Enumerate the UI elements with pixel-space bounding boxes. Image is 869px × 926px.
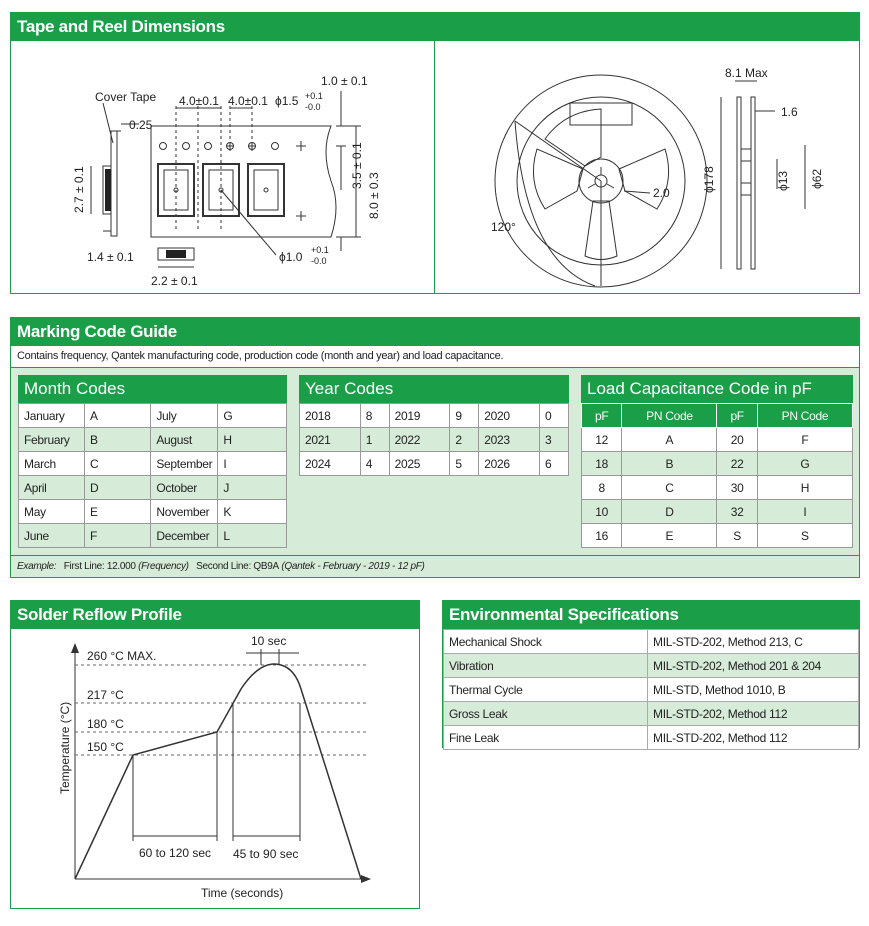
env-table	[443, 629, 859, 750]
load-cap-box	[581, 375, 853, 548]
example-first-line: First Line: 12.000	[63, 561, 136, 572]
duration-10-label: 10 sec	[251, 634, 287, 648]
env-test-cell: Fine Leak	[444, 726, 648, 750]
load-cell: 22	[717, 452, 757, 476]
load-cell: D	[622, 500, 717, 524]
month-cell: February	[19, 428, 85, 452]
month-cell: December	[151, 524, 218, 548]
env-spec-cell: MIL-STD-202, Method 201 & 204	[648, 654, 859, 678]
duration-45-label: 45 to 90 sec	[233, 847, 299, 861]
load-cell: 20	[717, 428, 757, 452]
load-cell: 10	[582, 500, 622, 524]
env-test-cell: Vibration	[444, 654, 648, 678]
example-first-note: (Frequency)	[138, 561, 189, 572]
load-cell: F	[757, 428, 852, 452]
env-section	[442, 600, 860, 748]
reel-dim-178: ϕ178	[702, 166, 716, 193]
env-spec-cell: MIL-STD-202, Method 112	[648, 726, 859, 750]
dim-1-0: 1.0 ± 0.1	[321, 74, 368, 88]
load-cap-title: Load Capacitance Code in pF	[581, 375, 853, 403]
reel-dim-13: ϕ13	[776, 170, 790, 191]
month-cell: July	[151, 404, 218, 428]
marking-subtitle: Contains frequency, Qantek manufacturing code, production code (month and year) and load capacitance.	[11, 346, 859, 368]
dim-1-5: ϕ1.5	[275, 94, 299, 108]
cover-tape-label: Cover Tape	[95, 90, 157, 104]
temp-150-label: 150 °C	[87, 740, 124, 754]
dim-4-0-a: 4.0±0.1	[179, 94, 219, 108]
year-code-cell: 2	[450, 428, 479, 452]
year-cell: 2018	[300, 404, 361, 428]
month-cell: November	[151, 500, 218, 524]
example-label: Example:	[17, 561, 57, 572]
load-cell: G	[757, 452, 852, 476]
month-code-cell: A	[85, 404, 151, 428]
dim-hole-1-0: ϕ1.0	[279, 250, 303, 264]
year-code-cell: 0	[540, 404, 569, 428]
year-cell: 2022	[389, 428, 450, 452]
dim-hole-tol-dn: -0.0	[311, 256, 327, 266]
year-code-cell: 9	[450, 404, 479, 428]
env-test-cell: Mechanical Shock	[444, 630, 648, 654]
month-code-cell: D	[85, 476, 151, 500]
month-code-cell: L	[218, 524, 287, 548]
reel-dim-120: 120°	[491, 220, 516, 234]
month-code-cell: B	[85, 428, 151, 452]
month-cell: May	[19, 500, 85, 524]
load-cell: H	[757, 476, 852, 500]
solder-title: Solder Reflow Profile	[11, 601, 419, 629]
month-codes-title: Month Codes	[18, 375, 287, 403]
month-cell: January	[19, 404, 85, 428]
env-test-cell: Thermal Cycle	[444, 678, 648, 702]
solder-section	[10, 600, 420, 909]
month-code-cell: C	[85, 452, 151, 476]
tape-reel-title: Tape and Reel Dimensions	[11, 13, 859, 41]
reel-dim-62: ϕ62	[810, 168, 824, 189]
month-code-cell: K	[218, 500, 287, 524]
month-code-cell: J	[218, 476, 287, 500]
load-header: PN Code	[757, 404, 852, 428]
load-cell: E	[622, 524, 717, 548]
reflow-chart	[11, 629, 419, 908]
dim-hole-tol-up: +0.1	[311, 245, 329, 255]
example-second-line: Second Line: QB9A	[196, 561, 279, 572]
month-cell: September	[151, 452, 218, 476]
year-code-cell: 5	[450, 452, 479, 476]
year-code-cell: 8	[360, 404, 389, 428]
env-spec-cell: MIL-STD-202, Method 213, C	[648, 630, 859, 654]
year-cell: 2026	[479, 452, 540, 476]
year-cell: 2025	[389, 452, 450, 476]
reel-diagram	[435, 41, 859, 293]
year-code-cell: 1	[360, 428, 389, 452]
load-cell: 8	[582, 476, 622, 500]
load-header: pF	[582, 404, 622, 428]
dim-1-4: 1.4 ± 0.1	[87, 250, 134, 264]
tape-diagram	[11, 41, 434, 293]
dim-1-5-tol-dn: -0.0	[305, 102, 321, 112]
year-cell: 2021	[300, 428, 361, 452]
year-cell: 2024	[300, 452, 361, 476]
marking-section	[10, 317, 860, 578]
tape-reel-section	[10, 12, 860, 294]
y-axis-label: Temperature (°C)	[58, 701, 72, 794]
load-header: pF	[717, 404, 757, 428]
load-cell: C	[622, 476, 717, 500]
load-cell: A	[622, 428, 717, 452]
month-cell: April	[19, 476, 85, 500]
load-cell: I	[757, 500, 852, 524]
dim-4-0-b: 4.0±0.1	[228, 94, 268, 108]
load-cell: B	[622, 452, 717, 476]
reel-dim-8-1: 8.1 Max	[725, 66, 768, 80]
env-spec-cell: MIL-STD, Method 1010, B	[648, 678, 859, 702]
reel-dim-2-0: 2.0	[653, 186, 670, 200]
dim-2-2: 2.2 ± 0.1	[151, 274, 198, 288]
temp-217-label: 217 °C	[87, 688, 124, 702]
month-cell: March	[19, 452, 85, 476]
duration-60-label: 60 to 120 sec	[139, 846, 212, 860]
dim-1-5-tol-up: +0.1	[305, 91, 323, 101]
dim-3-5: 3.5 ± 0.1	[350, 142, 364, 189]
year-code-cell: 6	[540, 452, 569, 476]
load-cell: 12	[582, 428, 622, 452]
year-codes-title: Year Codes	[299, 375, 569, 403]
month-cell: October	[151, 476, 218, 500]
year-code-cell: 3	[540, 428, 569, 452]
month-code-cell: H	[218, 428, 287, 452]
load-cell: 32	[717, 500, 757, 524]
env-test-cell: Gross Leak	[444, 702, 648, 726]
marking-example	[11, 555, 859, 577]
load-cell: 30	[717, 476, 757, 500]
month-code-cell: G	[218, 404, 287, 428]
load-cell: S	[717, 524, 757, 548]
year-cell: 2019	[389, 404, 450, 428]
marking-title: Marking Code Guide	[11, 318, 859, 346]
month-cell: August	[151, 428, 218, 452]
year-code-cell: 4	[360, 452, 389, 476]
dim-025: 0.25	[129, 118, 153, 132]
load-cell: S	[757, 524, 852, 548]
year-cell: 2023	[479, 428, 540, 452]
dim-8-0: 8.0 ± 0.3	[367, 172, 381, 219]
month-code-cell: I	[218, 452, 287, 476]
month-cell: June	[19, 524, 85, 548]
load-cell: 18	[582, 452, 622, 476]
year-cell: 2020	[479, 404, 540, 428]
env-spec-cell: MIL-STD-202, Method 112	[648, 702, 859, 726]
month-code-cell: E	[85, 500, 151, 524]
month-codes-table	[18, 403, 287, 548]
year-codes-table	[299, 403, 569, 476]
env-title: Environmental Specifications	[443, 601, 859, 629]
month-codes-box	[18, 375, 287, 548]
load-header: PN Code	[622, 404, 717, 428]
load-cap-table	[581, 403, 853, 548]
year-codes-box	[299, 375, 569, 476]
month-code-cell: F	[85, 524, 151, 548]
x-axis-label: Time (seconds)	[201, 886, 284, 900]
load-cell: 16	[582, 524, 622, 548]
dim-2-7: 2.7 ± 0.1	[72, 166, 86, 213]
temp-180-label: 180 °C	[87, 717, 124, 731]
temp-260-label: 260 °C MAX.	[87, 649, 157, 663]
example-second-note: (Qantek - February - 2019 - 12 pF)	[281, 561, 425, 572]
reel-dim-1-6: 1.6	[781, 105, 798, 119]
